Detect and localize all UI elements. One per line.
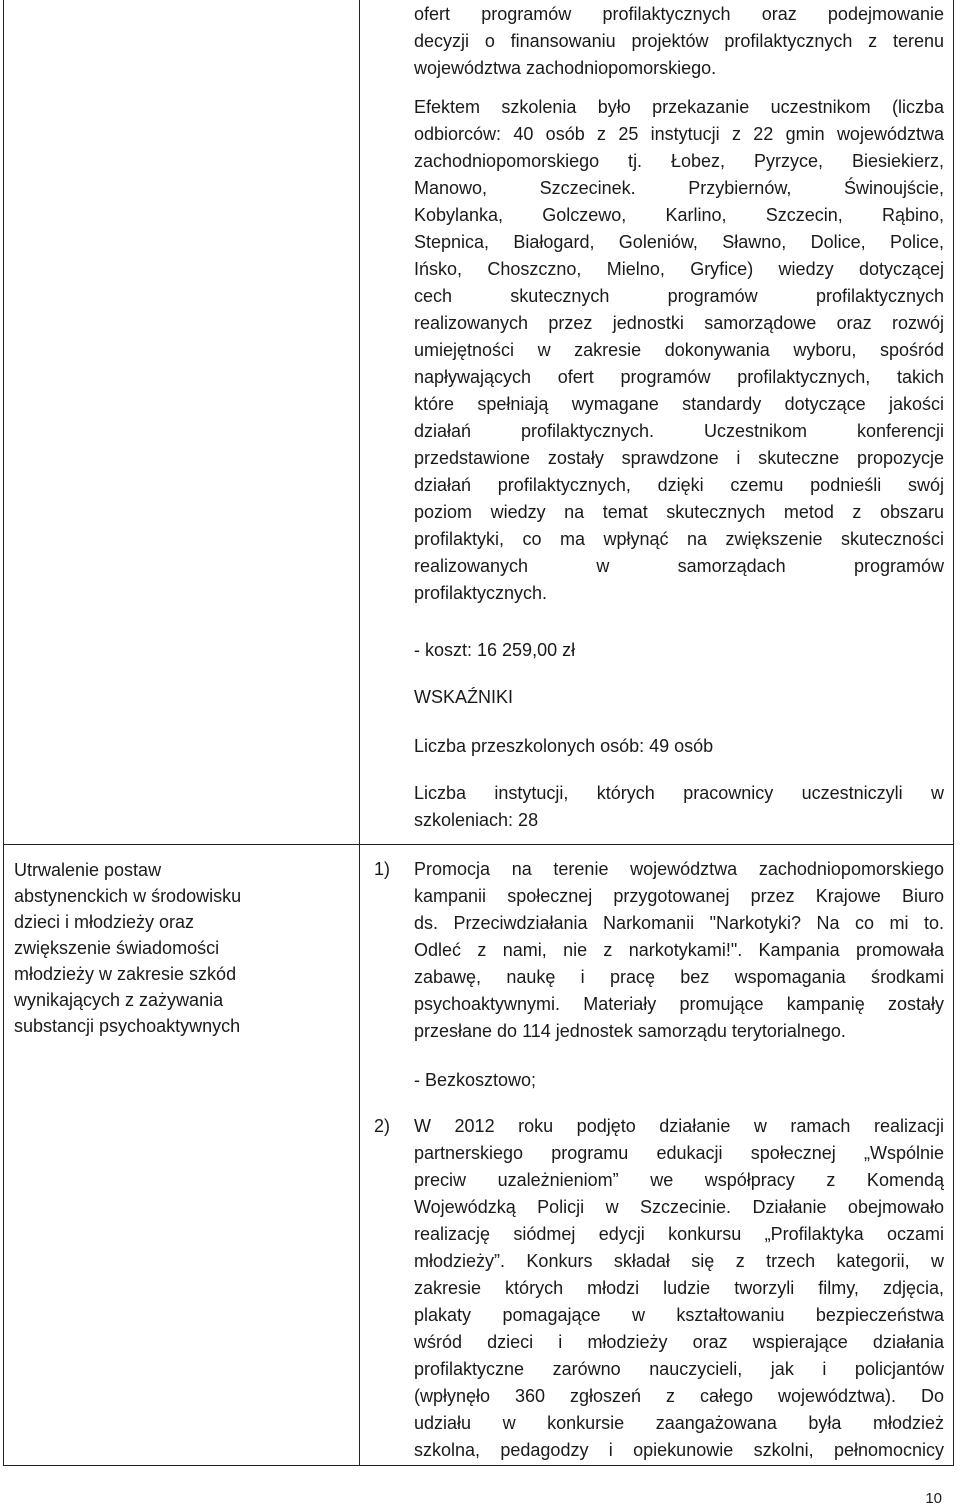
text-line: kampanii społecznej przygotowanej przez Krajowe Biuro <box>414 886 944 906</box>
text-line: działań profilaktycznych, dzięki czemu podnieśli swój <box>414 475 944 495</box>
text-line: abstynenckich w środowisku <box>14 886 242 906</box>
text-line: przesłane do 114 jednostek samorządu terytorialnego. <box>414 1021 846 1041</box>
text-line: realizację siódmej edycji konkursu „Profilaktyka oczami <box>414 1224 944 1244</box>
text-line: (wpłynęło 360 zgłoszeń z całego województwa). Do <box>414 1386 944 1406</box>
objective-cell <box>14 857 344 1039</box>
text-line: realizowanych przez jednostki samorządowe oraz rozwój <box>414 313 944 333</box>
page-number: 10 <box>925 1490 942 1507</box>
top-paragraph-2 <box>414 94 944 607</box>
text-line: W 2012 roku podjęto działanie w ramach realizacji <box>414 1116 944 1136</box>
text-line: Efektem szkolenia było przekazanie uczestnikom (liczba <box>414 97 944 117</box>
trained-count <box>414 733 944 760</box>
text-line: napływających ofert programów profilaktycznych, takich <box>414 367 944 387</box>
text-line: Promocja na terenie województwa zachodniopomorskiego <box>414 859 944 879</box>
text-line: Manowo, Szczecinek. Przybiernów, Świnoujście, <box>414 178 944 198</box>
text-line: zabawę, naukę i pracę bez wspomagania środkami <box>414 967 944 987</box>
top-paragraph-1 <box>414 1 944 82</box>
text-line: profilaktyczne zarówno nauczycieli, jak i policjantów <box>414 1359 944 1379</box>
cost-text: - Bezkosztowo; <box>414 1070 537 1090</box>
text-line: zakresie których młodzi ludzie tworzyli filmy, zdjęcia, <box>414 1278 944 1298</box>
institutions-count <box>414 780 944 834</box>
item-number: 1) <box>374 859 391 879</box>
item-1-cost <box>414 1067 944 1094</box>
text-line: partnerskiego programu edukacji społecznej „Wspólnie <box>414 1143 944 1163</box>
text-line: cech skutecznych programów profilaktycznych <box>414 286 944 306</box>
text-line: preciw uzależnieniom” we współpracy z Komendą <box>414 1170 944 1190</box>
text-line: województwa zachodniopomorskiego. <box>414 58 717 78</box>
text-line: udziału w konkursie zaangażowana była młodzież <box>414 1413 944 1433</box>
text-line: profilaktycznych. <box>414 583 548 603</box>
text-line: wynikających z zażywania <box>14 990 224 1010</box>
text-line: dzieci i młodzieży oraz <box>14 912 195 932</box>
text-line: młodzieży w zakresie szkód <box>14 964 237 984</box>
text-line: przedstawione zostały sprawdzone i skuteczne propozycje <box>414 448 944 468</box>
text-line: plakaty pomagające w kształtowaniu bezpieczeństwa <box>414 1305 944 1325</box>
indicators-heading-text: WSKAŹNIKI <box>414 687 514 707</box>
item-body <box>414 856 944 1045</box>
text-line: zwiększenie świadomości <box>14 938 220 958</box>
text-line: młodzieży”. Konkurs składał się z trzech kategorii, w <box>414 1251 944 1271</box>
text-line: Kobylanka, Golczewo, Karlino, Szczecin, Rąbino, <box>414 205 944 225</box>
text-line: Odleć z nami, nie z narkotykami!". Kampania promowała <box>414 940 944 960</box>
text-line: umiejętności w zakresie dokonywania wyboru, spośród <box>414 340 944 360</box>
text-line: Ińsko, Choszczno, Mielno, Gryfice) wiedzy dotyczącej <box>414 259 944 279</box>
text-line: profilaktyki, co ma wpłynąć na zwiększenie skuteczności <box>414 529 944 549</box>
text-line: realizowanych w samorządach programów <box>414 556 944 576</box>
text-line: które spełniają wymagane standardy dotyczące jakości <box>414 394 944 414</box>
row-divider <box>3 844 954 845</box>
text-line: ofert programów profilaktycznych oraz podejmowanie <box>414 4 944 24</box>
item-number: 2) <box>374 1116 391 1136</box>
text-line: szkolna, pedagodzy i opiekunowie szkolni, pełnomocnicy <box>414 1440 944 1460</box>
text-line: działań profilaktycznych. Uczestnikom konferencji <box>414 421 944 441</box>
text-line: substancji psychoaktywnych <box>14 1016 241 1036</box>
text-line: wśród dzieci i młodzieży oraz wspierające działania <box>414 1332 944 1352</box>
text-line: decyzji o finansowaniu projektów profilaktycznych z terenu <box>414 31 944 51</box>
item-body <box>414 1113 944 1464</box>
trained-count-text: Liczba przeszkolonych osób: 49 osób <box>414 736 714 756</box>
text-line: Liczba instytucji, których pracownicy uczestniczyli w <box>414 783 944 803</box>
text-line: poziom wiedzy na temat skutecznych metod z obszaru <box>414 502 944 522</box>
text-line: Wojewódzką Policji w Szczecinie. Działanie obejmowało <box>414 1197 944 1217</box>
text-line: szkoleniach: 28 <box>414 810 539 830</box>
cost-line <box>414 637 944 664</box>
column-divider <box>359 0 360 1466</box>
text-line: Stepnica, Białogard, Goleniów, Sławno, Dolice, Police, <box>414 232 944 252</box>
text-line: zachodniopomorskiego tj. Łobez, Pyrzyce, Biesiekierz, <box>414 151 944 171</box>
cost-text: - koszt: 16 259,00 zł <box>414 640 576 660</box>
text-line: Utrwalenie postaw <box>14 860 162 880</box>
text-line: ds. Przeciwdziałania Narkomanii "Narkotyki? Na co mi to. <box>414 913 944 933</box>
text-line: psychoaktywnymi. Materiały promujące kampanię zostały <box>414 994 944 1014</box>
text-line: odbiorców: 40 osób z 25 instytucji z 22 gmin województwa <box>414 124 944 144</box>
indicators-heading <box>414 684 944 711</box>
